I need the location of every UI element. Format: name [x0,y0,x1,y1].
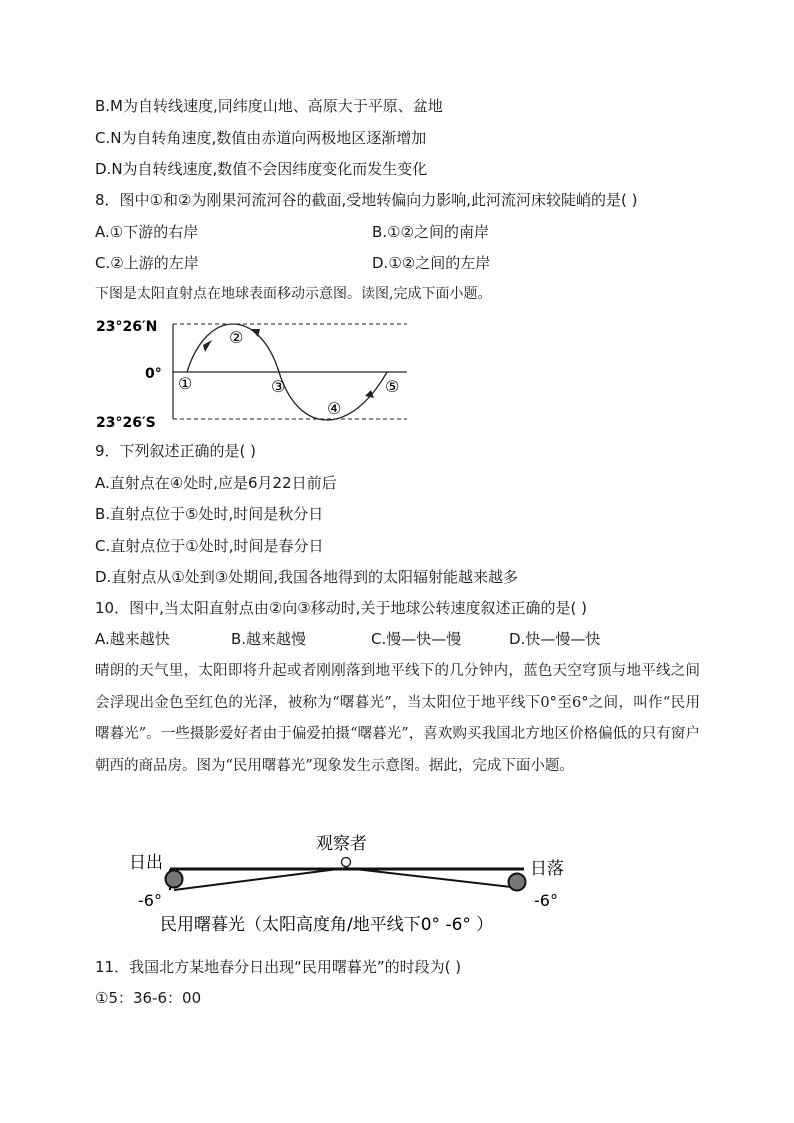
angle-right-label: -6° [534,891,558,910]
q10-option-b: B.越来越慢 [231,630,307,648]
arrow-1 [203,340,212,352]
sun-left-icon [166,871,183,888]
q11-option-1: ①5：36-6：00 [95,989,202,1007]
q11-stem: 11．我国北方某地春分日出现“民用曙暮光”的时段为( ) [95,958,462,976]
q7-option-b: B.M为自转线速度,同纬度山地、高原大于平原、盆地 [95,97,443,115]
passage-twilight: 晴朗的天气里，太阳即将升起或者刚刚落到地平线下的几分钟内，蓝色天空穹顶与地平线之间会浮现出金色至红色的光泽，被称为“曙暮光”，当太阳位于地平线下0°至6°之间，叫作“民用曙暮光”。一些摄影爱好者由于偏爱拍摄“曙暮光”，喜欢购买我国北方地区价格偏低的只有窗户朝西的商品房。图为“民用曙暮光”现象发生示意图。据此，完成下面小题。 [95,663,700,774]
q10-option-a: A.越来越快 [95,630,170,648]
sun-right-icon [509,874,526,891]
figure1-intro: 下图是太阳直射点在地球表面移动示意图。读图,完成下面小题。 [95,286,492,302]
figure1-subsolar-diagram [95,312,425,432]
q8-option-d: D.①②之间的左岸 [372,254,491,272]
q8-option-a: A.①下游的右岸 [95,223,199,241]
q10-option-d: D.快—慢—快 [509,630,601,648]
q9-option-b: B.直射点位于⑤处时,时间是秋分日 [95,505,324,523]
point-1: ① [178,374,193,393]
q8-stem: 8．图中①和②为刚果河流河谷的截面,受地转偏向力影响,此河流河床较陡峭的是( ) [95,191,638,209]
q9-option-a: A.直射点在④处时,应是6月22日前后 [95,474,337,492]
q9-option-d: D.直射点从①处到③处期间,我国各地得到的太阳辐射能越来越多 [95,568,518,586]
q7-option-d: D.N为自转线速度,数值不会因纬度变化而发生变化 [95,160,428,178]
q9-option-c: C.直射点位于①处时,时间是春分日 [95,537,324,555]
point-2: ② [229,328,244,347]
sunrise-label: 日出 [129,853,163,873]
lat-north-label: 23°26′N [96,319,158,335]
figure2-caption: 民用曙暮光（太阳高度角/地平线下0° -6° ） [160,915,494,935]
q10-options [95,629,695,649]
sunset-label: 日落 [530,859,564,879]
q8-option-b: B.①②之间的南岸 [372,223,489,241]
observer-icon [342,858,351,867]
q10-stem: 10．图中,当太阳直射点由②向③移动时,关于地球公转速度叙述正确的是( ) [95,599,587,617]
point-4: ④ [327,399,342,418]
q7-option-c: C.N为自转角速度,数值由赤道向两极地区逐渐增加 [95,129,427,147]
q8-option-c: C.②上游的左岸 [95,254,199,272]
lat-south-label: 23°26′S [96,415,156,431]
q9-stem: 9．下列叙述正确的是( ) [95,442,257,460]
q10-option-c: C.慢—快—慢 [371,630,462,648]
observer-label: 观察者 [316,834,367,854]
figure2-civil-twilight-diagram [120,826,600,941]
point-3: ③ [271,377,286,396]
left-sight-line [174,868,346,890]
right-sight-line [346,868,520,888]
point-5: ⑤ [385,377,400,396]
lat-zero-label: 0° [145,366,162,382]
angle-left-label: -6° [138,891,162,910]
